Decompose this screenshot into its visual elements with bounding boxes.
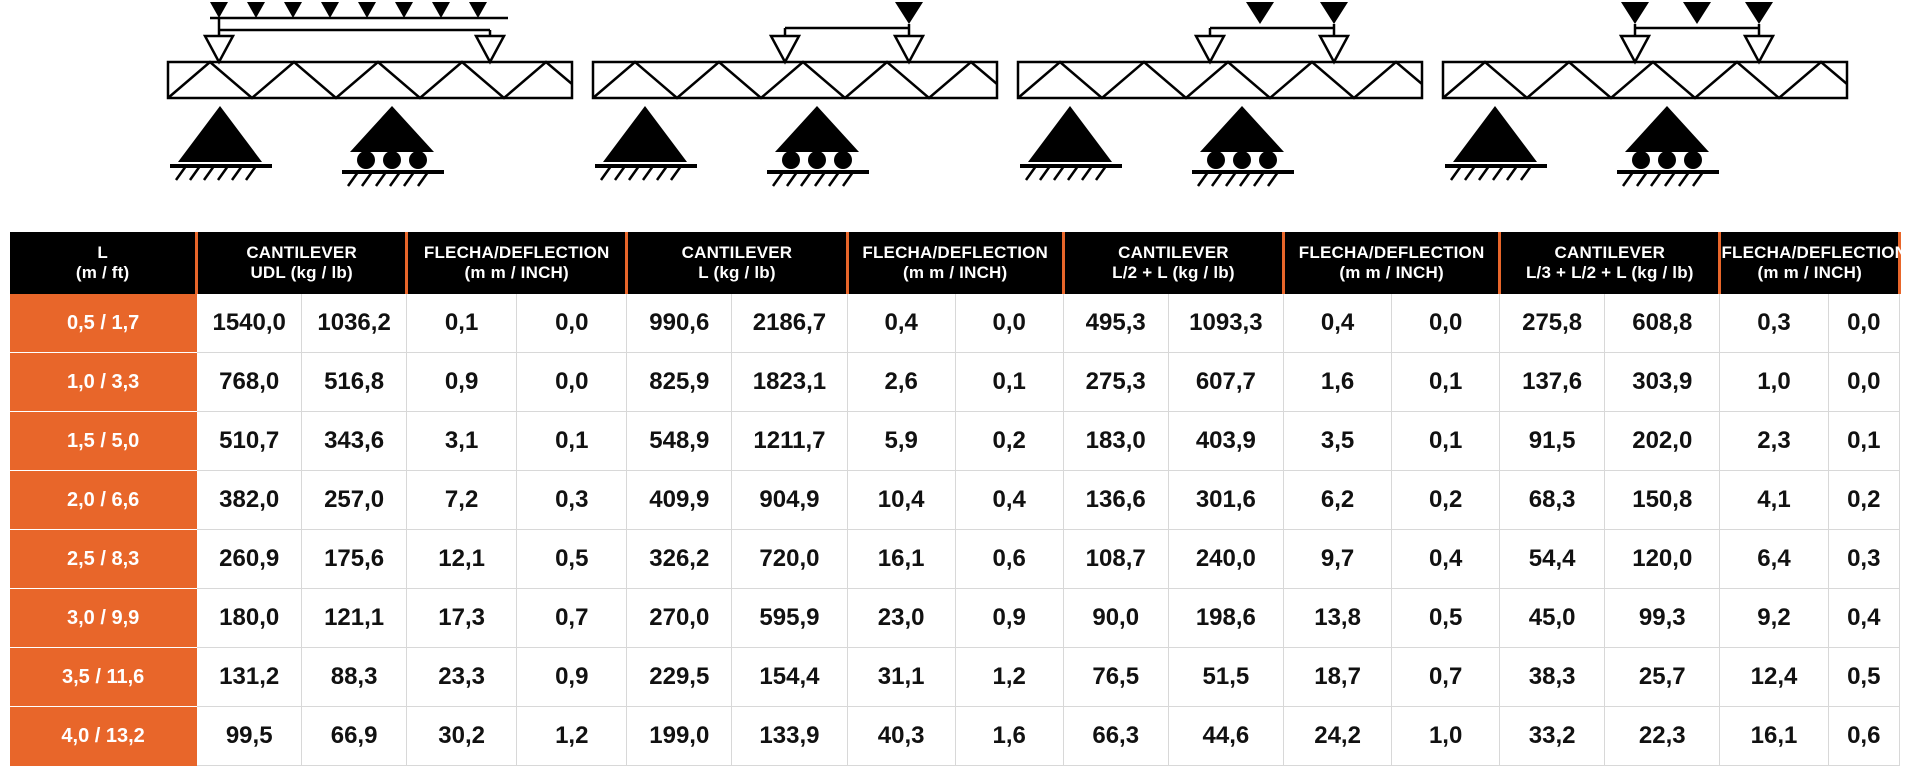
- roller-support: [342, 106, 444, 186]
- table-cell: 99,5: [197, 707, 302, 766]
- table-cell: 548,9: [627, 412, 732, 471]
- row-length-label: 1,0 / 3,3: [10, 353, 197, 412]
- udl-cantilever-diagram: [160, 0, 580, 228]
- table-cell: 4,1: [1720, 471, 1828, 530]
- table-cell: 6,2: [1284, 471, 1392, 530]
- table-cell: 91,5: [1500, 412, 1605, 471]
- point-load-arrow-group: [1196, 2, 1348, 62]
- table-cell: 257,0: [302, 471, 407, 530]
- table-cell: 108,7: [1063, 530, 1168, 589]
- table-cell: 0,9: [407, 353, 517, 412]
- table-cell: 0,5: [1828, 648, 1899, 707]
- table-cell: 768,0: [197, 353, 302, 412]
- table-cell: 13,8: [1284, 589, 1392, 648]
- table-cell: 136,6: [1063, 471, 1168, 530]
- table-cell: 18,7: [1284, 648, 1392, 707]
- table-cell: 409,9: [627, 471, 732, 530]
- table-cell: 1211,7: [732, 412, 847, 471]
- table-cell: 76,5: [1063, 648, 1168, 707]
- roller-support: [1617, 106, 1719, 186]
- table-cell: 516,8: [302, 353, 407, 412]
- point-load-l3-l2-l-diagram: [1435, 0, 1855, 228]
- table-cell: 607,7: [1168, 353, 1283, 412]
- table-cell: 17,3: [407, 589, 517, 648]
- table-cell: 1,0: [1392, 707, 1500, 766]
- table-cell: 0,6: [955, 530, 1063, 589]
- row-length-label: 0,5 / 1,7: [10, 294, 197, 353]
- pinned-support: [1020, 106, 1122, 180]
- table-row: [10, 412, 1900, 471]
- table-cell: 275,3: [1063, 353, 1168, 412]
- table-cell: 343,6: [302, 412, 407, 471]
- table-cell: 54,4: [1500, 530, 1605, 589]
- header-deflection-4: FLECHA/DEFLECTION (m m / INCH): [1720, 232, 1900, 294]
- row-length-label: 4,0 / 13,2: [10, 707, 197, 766]
- table-cell: 275,8: [1500, 294, 1605, 353]
- table-row: [10, 294, 1900, 353]
- table-cell: 23,0: [847, 589, 955, 648]
- roller-support: [767, 106, 869, 186]
- table-cell: 6,4: [1720, 530, 1828, 589]
- table-cell: 0,4: [955, 471, 1063, 530]
- table-cell: 88,3: [302, 648, 407, 707]
- table-row: [10, 353, 1900, 412]
- table-cell: 0,4: [847, 294, 955, 353]
- table-cell: 180,0: [197, 589, 302, 648]
- table-cell: 1093,3: [1168, 294, 1283, 353]
- table-cell: 38,3: [1500, 648, 1605, 707]
- table-cell: 1036,2: [302, 294, 407, 353]
- table-cell: 2186,7: [732, 294, 847, 353]
- table-cell: 0,1: [517, 412, 627, 471]
- table-cell: 12,1: [407, 530, 517, 589]
- table-cell: 16,1: [847, 530, 955, 589]
- table-cell: 2,3: [1720, 412, 1828, 471]
- row-length-label: 2,0 / 6,6: [10, 471, 197, 530]
- table-cell: 1,6: [955, 707, 1063, 766]
- table-cell: 1,2: [517, 707, 627, 766]
- table-cell: 30,2: [407, 707, 517, 766]
- row-length-label: 2,5 / 8,3: [10, 530, 197, 589]
- load-table-wrapper: [10, 232, 1908, 766]
- table-cell: 154,4: [732, 648, 847, 707]
- table-cell: 0,7: [1392, 648, 1500, 707]
- table-cell: 240,0: [1168, 530, 1283, 589]
- load-capacity-table: [10, 232, 1908, 766]
- header-deflection-3: FLECHA/DEFLECTION (m m / INCH): [1284, 232, 1500, 294]
- table-cell: 0,1: [1828, 412, 1899, 471]
- table-header-row: [10, 232, 1900, 294]
- table-cell: 66,9: [302, 707, 407, 766]
- table-cell: 1823,1: [732, 353, 847, 412]
- table-cell: 25,7: [1605, 648, 1720, 707]
- table-cell: 150,8: [1605, 471, 1720, 530]
- table-cell: 825,9: [627, 353, 732, 412]
- table-cell: 720,0: [732, 530, 847, 589]
- pinned-support: [170, 106, 272, 180]
- table-cell: 0,9: [955, 589, 1063, 648]
- table-cell: 198,6: [1168, 589, 1283, 648]
- table-cell: 904,9: [732, 471, 847, 530]
- table-cell: 137,6: [1500, 353, 1605, 412]
- table-cell: 3,5: [1284, 412, 1392, 471]
- table-cell: 183,0: [1063, 412, 1168, 471]
- header-cantilever-l2-l: CANTILEVER L/2 + L (kg / lb): [1063, 232, 1283, 294]
- table-row: [10, 648, 1900, 707]
- table-cell: 133,9: [732, 707, 847, 766]
- table-cell: 1,2: [955, 648, 1063, 707]
- udl-arrow-group: [205, 2, 508, 62]
- table-cell: 2,6: [847, 353, 955, 412]
- table-cell: 229,5: [627, 648, 732, 707]
- table-cell: 23,3: [407, 648, 517, 707]
- table-cell: 0,2: [1828, 471, 1899, 530]
- table-cell: 990,6: [627, 294, 732, 353]
- table-row: [10, 471, 1900, 530]
- row-length-label: 1,5 / 5,0: [10, 412, 197, 471]
- table-cell: 0,0: [955, 294, 1063, 353]
- table-cell: 10,4: [847, 471, 955, 530]
- table-cell: 51,5: [1168, 648, 1283, 707]
- header-l: L (m / ft): [10, 232, 197, 294]
- table-row: [10, 707, 1900, 766]
- table-cell: 510,7: [197, 412, 302, 471]
- table-cell: 31,1: [847, 648, 955, 707]
- table-cell: 90,0: [1063, 589, 1168, 648]
- table-cell: 0,0: [1828, 294, 1899, 353]
- table-cell: 22,3: [1605, 707, 1720, 766]
- table-cell: 40,3: [847, 707, 955, 766]
- table-cell: 5,9: [847, 412, 955, 471]
- table-cell: 44,6: [1168, 707, 1283, 766]
- table-cell: 0,6: [1828, 707, 1899, 766]
- table-cell: 9,7: [1284, 530, 1392, 589]
- pinned-support: [595, 106, 697, 180]
- table-cell: 1540,0: [197, 294, 302, 353]
- table-body: [10, 294, 1900, 766]
- table-cell: 121,1: [302, 589, 407, 648]
- table-cell: 7,2: [407, 471, 517, 530]
- table-cell: 0,1: [1392, 353, 1500, 412]
- header-cantilever-l3-l2-l: CANTILEVER L/3 + L/2 + L (kg / lb): [1500, 232, 1720, 294]
- table-cell: 608,8: [1605, 294, 1720, 353]
- table-cell: 131,2: [197, 648, 302, 707]
- table-cell: 595,9: [732, 589, 847, 648]
- table-cell: 1,6: [1284, 353, 1392, 412]
- table-cell: 0,2: [1392, 471, 1500, 530]
- point-load-arrow-group: [1621, 2, 1773, 62]
- table-cell: 0,0: [517, 294, 627, 353]
- table-cell: 495,3: [1063, 294, 1168, 353]
- header-cantilever-l: CANTILEVER L (kg / lb): [627, 232, 847, 294]
- table-cell: 9,2: [1720, 589, 1828, 648]
- table-cell: 0,0: [1392, 294, 1500, 353]
- table-cell: 0,9: [517, 648, 627, 707]
- table-cell: 382,0: [197, 471, 302, 530]
- table-cell: 403,9: [1168, 412, 1283, 471]
- table-cell: 0,1: [955, 353, 1063, 412]
- row-length-label: 3,0 / 9,9: [10, 589, 197, 648]
- row-length-label: 3,5 / 11,6: [10, 648, 197, 707]
- point-load-arrow-group: [771, 2, 923, 62]
- table-cell: 16,1: [1720, 707, 1828, 766]
- table-cell: 3,1: [407, 412, 517, 471]
- table-cell: 0,1: [407, 294, 517, 353]
- table-cell: 0,5: [517, 530, 627, 589]
- header-deflection-2: FLECHA/DEFLECTION (m m / INCH): [847, 232, 1063, 294]
- header-cantilever-udl: CANTILEVER UDL (kg / lb): [197, 232, 407, 294]
- table-cell: 0,7: [517, 589, 627, 648]
- table-cell: 0,0: [1828, 353, 1899, 412]
- table-cell: 199,0: [627, 707, 732, 766]
- table-cell: 1,0: [1720, 353, 1828, 412]
- table-cell: 202,0: [1605, 412, 1720, 471]
- table-cell: 301,6: [1168, 471, 1283, 530]
- table-cell: 24,2: [1284, 707, 1392, 766]
- table-cell: 260,9: [197, 530, 302, 589]
- table-row: [10, 589, 1900, 648]
- table-cell: 326,2: [627, 530, 732, 589]
- table-cell: 66,3: [1063, 707, 1168, 766]
- table-cell: 0,2: [955, 412, 1063, 471]
- table-cell: 303,9: [1605, 353, 1720, 412]
- table-cell: 120,0: [1605, 530, 1720, 589]
- table-cell: 0,4: [1284, 294, 1392, 353]
- table-cell: 0,3: [1720, 294, 1828, 353]
- pinned-support: [1445, 106, 1547, 180]
- point-load-l2-l-diagram: [1010, 0, 1430, 228]
- table-row: [10, 530, 1900, 589]
- table-cell: 33,2: [1500, 707, 1605, 766]
- table-cell: 0,4: [1828, 589, 1899, 648]
- table-cell: 12,4: [1720, 648, 1828, 707]
- roller-support: [1192, 106, 1294, 186]
- table-cell: 99,3: [1605, 589, 1720, 648]
- table-cell: 0,0: [517, 353, 627, 412]
- table-cell: 0,3: [517, 471, 627, 530]
- table-cell: 68,3: [1500, 471, 1605, 530]
- diagram-band: [0, 0, 1911, 228]
- table-cell: 0,1: [1392, 412, 1500, 471]
- table-cell: 0,3: [1828, 530, 1899, 589]
- table-cell: 175,6: [302, 530, 407, 589]
- point-load-l-diagram: [585, 0, 1005, 228]
- table-head: [10, 232, 1908, 294]
- header-deflection-1: FLECHA/DEFLECTION (m m / INCH): [407, 232, 627, 294]
- table-cell: 270,0: [627, 589, 732, 648]
- table-cell: 0,4: [1392, 530, 1500, 589]
- table-cell: 45,0: [1500, 589, 1605, 648]
- table-cell: 0,5: [1392, 589, 1500, 648]
